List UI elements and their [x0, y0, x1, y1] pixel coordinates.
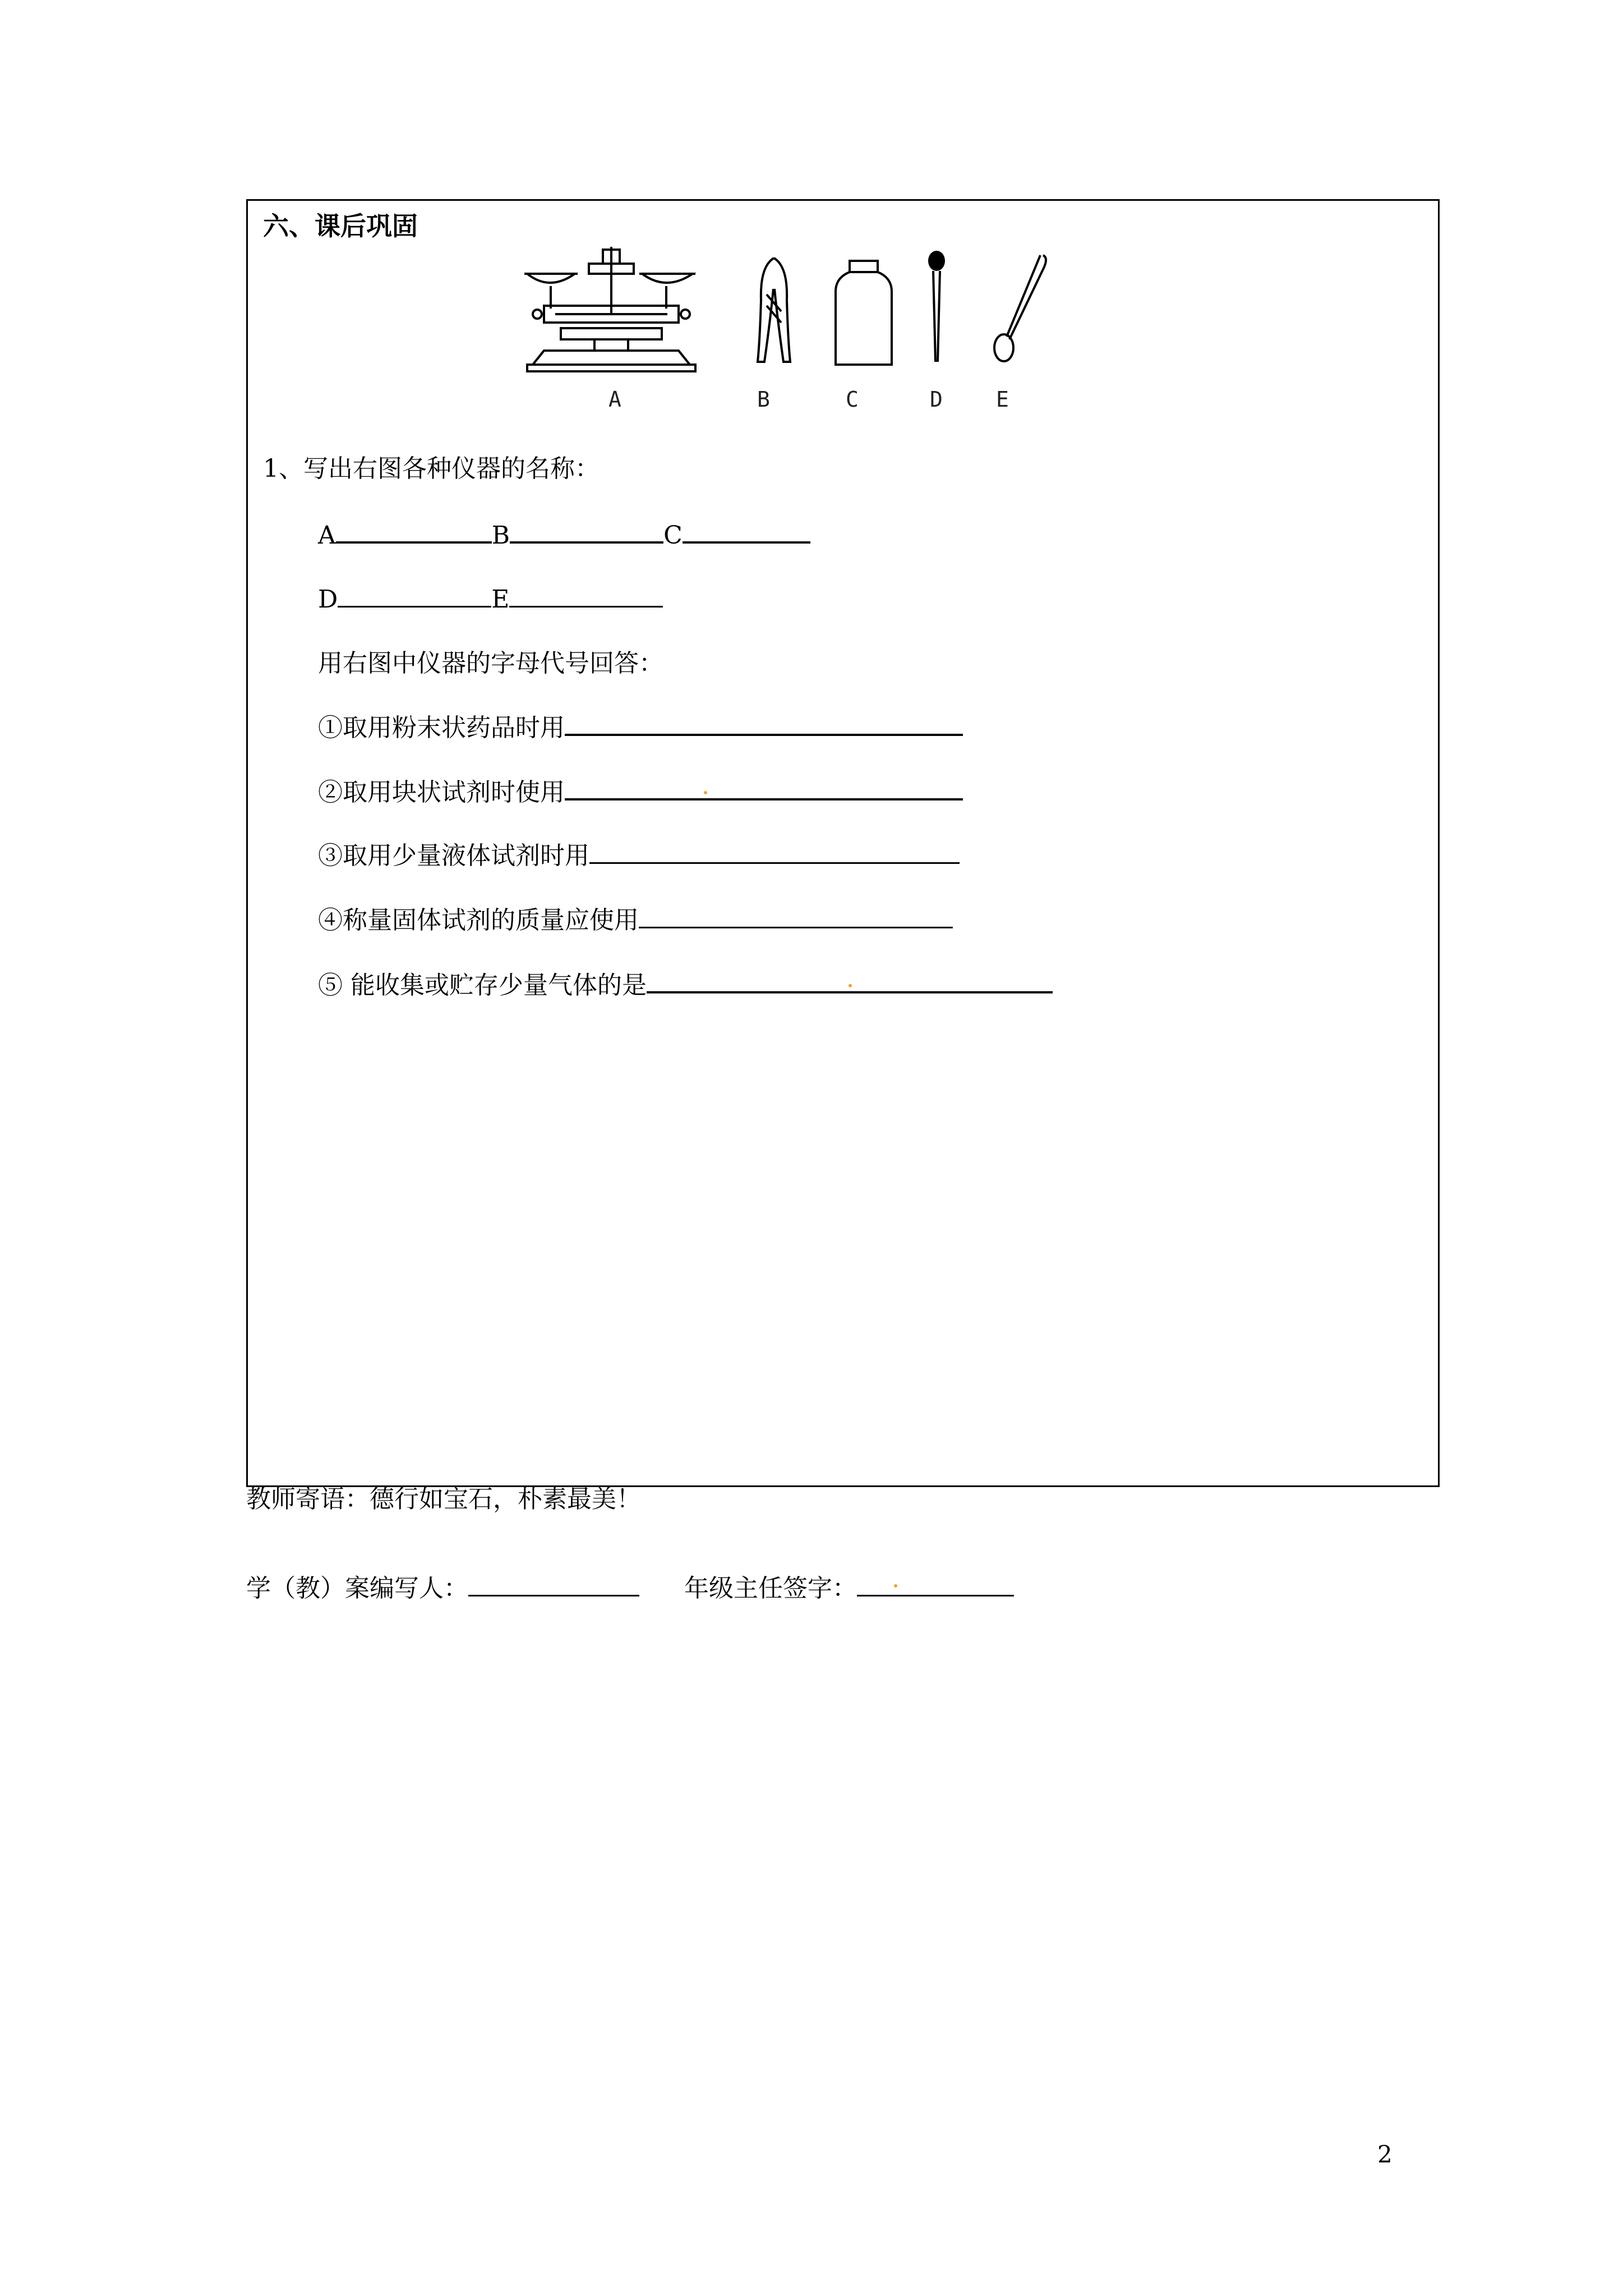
author-label: 学（教）案编写人： [246, 1574, 468, 1603]
signature-row [246, 1568, 1014, 1604]
figure-label-d: D [930, 387, 943, 412]
answer-blank-d[interactable] [338, 583, 491, 608]
answer-blank-c[interactable] [683, 519, 810, 544]
item-4-text: ④称量固体试剂的质量应使用 [318, 906, 639, 935]
item-2-blank[interactable] [565, 776, 963, 800]
label-c: C [663, 521, 683, 550]
label-d: D [318, 585, 338, 614]
director-blank[interactable] [857, 1572, 1014, 1596]
label-b: B [491, 521, 510, 550]
director-label: 年级主任签字 [684, 1574, 832, 1603]
instruction: 用右图中仪器的字母代号回答： [318, 649, 663, 678]
question-prompt: 1、写出右图各种仪器的名称： [263, 454, 600, 483]
item-3 [318, 840, 960, 872]
answer-blank-b[interactable] [510, 519, 663, 544]
label-a: A [318, 521, 336, 550]
item-3-text: ③取用少量液体试剂时用 [318, 841, 589, 870]
answer-blank-a[interactable] [336, 519, 492, 544]
teacher-message: 教师寄语：德行如宝石，朴素最美！ [246, 1485, 641, 1513]
item-5-text: ⑤ 能收集或贮存少量气体的是 [318, 971, 647, 1000]
figure-label-a: A [608, 387, 621, 412]
page-number: 2 [1377, 2141, 1393, 2168]
figure-label-b: B [757, 387, 770, 412]
item-4-blank[interactable] [639, 904, 953, 928]
label-e: E [491, 585, 510, 614]
spatula-icon [990, 252, 1052, 365]
item-4 [318, 904, 953, 936]
dropper-icon [925, 250, 948, 367]
stray-mark [704, 791, 707, 794]
figure-instruments [522, 247, 1071, 381]
item-5-blank[interactable] [647, 969, 1053, 993]
figure-label-e: E [996, 387, 1009, 412]
item-2 [318, 776, 963, 808]
stray-mark [849, 984, 852, 987]
section-title: 六、课后巩固 [263, 211, 418, 241]
balance-icon [522, 247, 701, 376]
answer-blank-e[interactable] [509, 583, 663, 608]
director-suffix: ： [832, 1574, 857, 1603]
author-blank[interactable] [468, 1572, 639, 1596]
item-1-text: ①取用粉末状药品时用 [318, 714, 565, 742]
item-1 [318, 711, 963, 744]
name-row-1 [318, 519, 810, 551]
tongs-icon [754, 255, 794, 367]
figure-label-c: C [846, 387, 859, 412]
item-3-blank[interactable] [589, 840, 960, 864]
item-1-blank[interactable] [565, 711, 963, 736]
stray-mark [894, 1584, 897, 1588]
gas-bottle-icon [833, 258, 895, 370]
item-5 [318, 969, 1053, 1001]
item-2-text: ②取用块状试剂时使用 [318, 778, 565, 807]
name-row-2 [318, 583, 663, 615]
